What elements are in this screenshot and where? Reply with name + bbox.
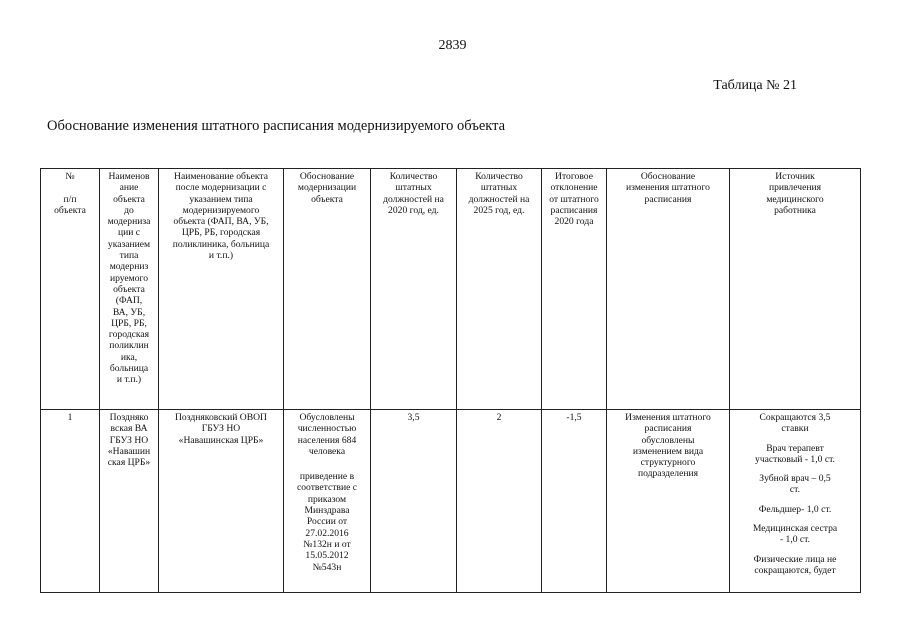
header-cell-source: Источник привлечения медицинского работника bbox=[730, 169, 861, 410]
header-cell-change-reason: Обоснование изменения штатного расписания bbox=[607, 169, 730, 410]
cell-name-after: Поздняковский ОВОП ГБУЗ НО «Навашинская ЦРБ» bbox=[159, 410, 284, 593]
header-cell-number: № п/п объекта bbox=[41, 169, 100, 410]
cell-number: 1 bbox=[41, 410, 100, 593]
header-cell-justification: Обоснование модернизации объекта bbox=[284, 169, 371, 410]
cell-count-2025: 2 bbox=[457, 410, 542, 593]
source-line: Зубной врач – 0,5 ст. bbox=[759, 473, 831, 496]
justification-order: приведение в соответствие с приказом Минздрава России от 27.02.2016 №132н и от 15.05.2012 №543н bbox=[297, 471, 357, 573]
source-line: Физические лица не сокращаются, будет bbox=[753, 553, 837, 576]
cell-source bbox=[730, 410, 861, 593]
table-header-row bbox=[41, 169, 861, 410]
header-cell-count-2025: Количество штатных должностей на 2025 год, ед. bbox=[457, 169, 542, 410]
header-cell-deviation: Итоговое отклонение от штатного расписания 2020 года bbox=[542, 169, 607, 410]
table-label: Таблица № 21 bbox=[713, 78, 797, 93]
source-line: Сокращаются 3,5 ставки bbox=[759, 412, 831, 435]
cell-count-2020: 3,5 bbox=[371, 410, 457, 593]
cell-deviation: -1,5 bbox=[542, 410, 607, 593]
header-cell-name-after: Наименование объекта после модернизации с указанием типа модернизируемого объекта (ФАП, ВА, УБ, ЦРБ, РБ, городская поликлиника, больница и т.п.) bbox=[159, 169, 284, 410]
source-line: Фельдшер- 1,0 ст. bbox=[758, 503, 832, 515]
table-row bbox=[41, 410, 861, 593]
cell-name-before: Поздняко вская ВА ГБУЗ НО «Навашин ская ЦРБ» bbox=[100, 410, 159, 593]
cell-justification bbox=[284, 410, 371, 593]
document-title: Обоснование изменения штатного расписания модернизируемого объекта bbox=[47, 118, 506, 134]
header-cell-name-before: Наименов ание объекта до модерниза ции с указанием типа модерниз ируемого объекта (ФАП, ВА, УБ, ЦРБ, РБ, городская поликлин ика, больница и т.п.) bbox=[100, 169, 159, 410]
source-line: Медицинская сестра - 1,0 ст. bbox=[752, 523, 838, 546]
page-number: 2839 bbox=[438, 38, 467, 53]
justification-population: Обусловлены численностью населения 684 человека bbox=[297, 412, 357, 457]
header-cell-count-2020: Количество штатных должностей на 2020 год, ед. bbox=[371, 169, 457, 410]
staffing-table bbox=[40, 168, 861, 593]
cell-change-reason: Изменения штатного расписания обусловлены изменением вида структурного подразделения bbox=[607, 410, 730, 593]
source-line: Врач терапевт участковый - 1,0 ст. bbox=[755, 442, 835, 465]
